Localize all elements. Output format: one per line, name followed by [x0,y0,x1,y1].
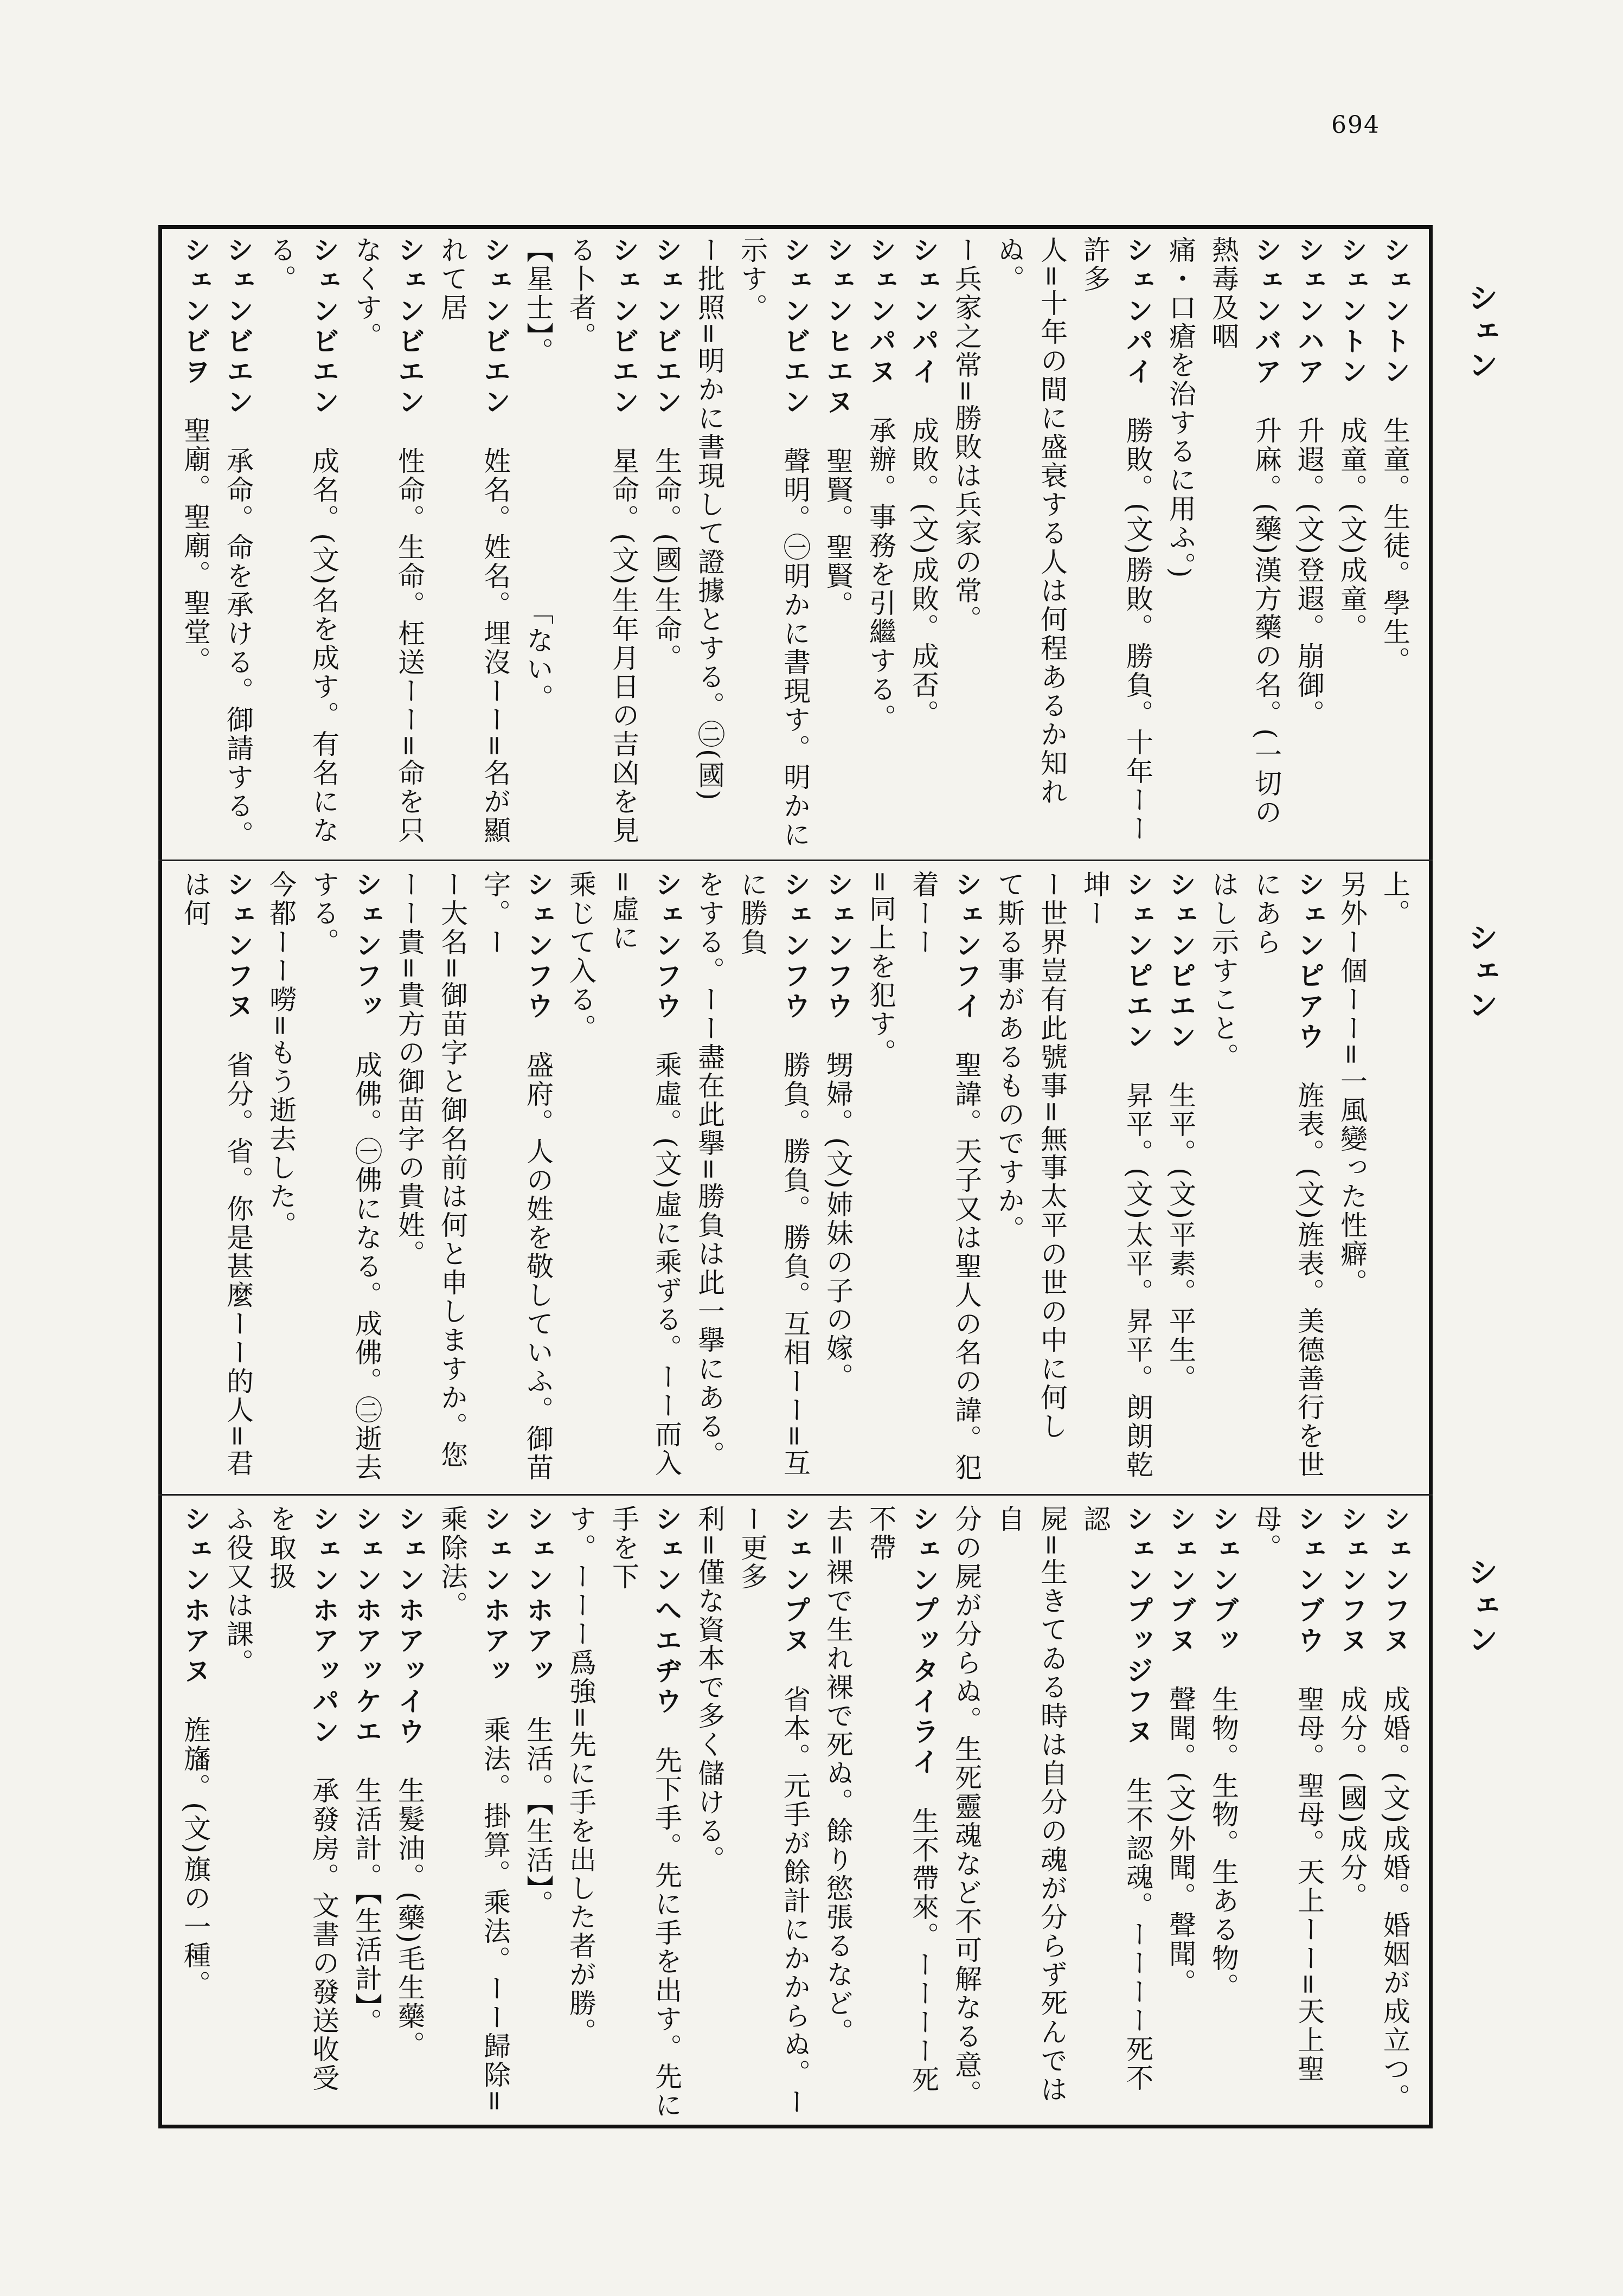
dictionary-entry [1244,870,1330,1486]
dictionary-entry [1330,236,1373,851]
dictionary-entry [987,236,1073,851]
dictionary-entry [902,236,945,851]
dictionary-entry [688,870,730,1486]
entry-definition: 旌表。(文)旌表。美德善行を世にあら [1250,870,1325,1480]
entry-definition: 成名。(文)名を成す。有名になる。 [265,236,339,845]
entry-headword: シェンフイ [951,870,982,1022]
dictionary-entry [1202,1505,1244,2120]
dictionary-entry [1330,1505,1373,2120]
entry-definition: ー批照=明かに書現して證據とする。㊁(國) [694,236,725,802]
entry-definition: 去=裸で生れ裸で死ぬ。餘り慾張るなど。 [822,1505,854,2047]
entry-headword: シェンホアッ [479,1505,511,1687]
entry-headword: シェンビエン [222,236,254,418]
dictionary-entry [816,870,859,1486]
entry-headword: シェントン [1336,236,1368,388]
dictionary-entry [388,1505,431,2120]
dictionary-entry [559,236,645,851]
dictionary-entry [859,870,902,1486]
dictionary-entry [345,236,431,851]
entry-headword: シェンホアッパン [308,1505,339,1748]
dictionary-entry [730,236,816,851]
entry-definition: 乘虛。(文)虛に乘ずる。ーー而入=虛に [608,870,682,1478]
dictionary-entry [1159,870,1202,1486]
entry-headword: シェンビエン [308,236,339,418]
entry-definition: 星命。(文)生年月日の吉凶を見る卜者。 [565,236,639,845]
entry-definition: す。ーーー爲強=先に手を出した者が勝。 [565,1505,596,2047]
entry-definition: 省分。省。你是甚麼ーー的人=君は何 [179,870,254,1478]
entry-definition: 省本。元手が餘計にかからぬ。ーー更多 [736,1505,811,2117]
dictionary-entry [559,870,602,1486]
entry-definition: 成童。(文)成童。 [1336,416,1368,643]
entry-headword: シェンビエン [479,236,511,418]
dictionary-entry [602,1505,688,2120]
dictionary-entry [602,870,688,1486]
entry-definition: 先下手。先に手を出す。先に手を下 [608,1505,682,2120]
running-head: シェン [1463,1556,1498,1657]
dictionary-entry [730,870,816,1486]
dictionary-entry [816,1505,859,2120]
entry-headword: シェンビエン [651,236,682,418]
entry-definition: 生不帶來。ーーーー死不帶 [865,1505,939,2094]
entry-list [174,1505,1415,2120]
entry-definition: 聲聞。(文)外聞。聲聞。 [1165,1685,1196,1998]
dictionary-entry [816,236,859,851]
entry-definition: 【星士】。 「ない。 [522,236,554,713]
entry-definition: ふ役又は課。 [222,1505,254,1677]
entry-definition: 成分。(國)成分。 [1336,1685,1368,1912]
entry-headword: シェンプッタイライ [908,1505,939,1778]
entry-headword: シェンプヌ [779,1505,811,1657]
entry-headword: シェンバア [1250,236,1282,388]
dictionary-entry [1030,870,1073,1486]
entry-definition: 分の屍が分らぬ。生死靈魂など不可解なる意。 [951,1505,982,2108]
entry-definition: ー兵家之常=勝敗は兵家の常。 [951,236,982,634]
dictionary-entry [1202,236,1287,851]
entry-definition: 今都ーー嘮=もう逝去した。 [265,870,297,1240]
dictionary-entry [345,1505,388,2120]
entry-definition: 承辦。事務を引繼する。 [865,416,896,733]
entry-headword: シェンプッジフヌ [1122,1505,1153,1748]
dictionary-entry [1373,870,1415,1486]
entry-definition: 升麻。(藥)漢方藥の名。(一切の熱毒及咽 [1208,236,1282,827]
entry-definition: =同上を犯す。 [865,870,896,1067]
dictionary-entry [216,1505,259,2120]
entry-headword: シェンビエン [779,236,811,418]
section-divider [158,860,1433,861]
entry-definition: 人=十年の間に盛衰する人は何程あるか知れぬ。 [993,236,1068,806]
entry-headword: シェントン [1379,236,1410,388]
entry-definition: 聖廟。聖廟。聖堂。 [179,416,211,675]
dictionary-entry [1373,1505,1415,2120]
dictionary-entry [259,236,345,851]
entry-headword: シェンヒエヌ [822,236,854,418]
entry-headword: シェンホアッイウ [394,1505,425,1748]
dictionary-band-3 [174,1505,1415,2120]
entry-headword: シェンビエン [608,236,639,418]
dictionary-entry [431,1505,516,2120]
entry-definition: ー世界豈有此號事=無事太平の世の中に何し [1036,870,1068,1441]
dictionary-entry [431,870,473,1486]
entry-headword: シェンフウ [779,870,811,1022]
entry-definition: 生不認魂。ーーーー死不認 [1079,1505,1153,2093]
entry-definition: 承發房。文書の發送收受を取扱 [265,1505,339,2093]
dictionary-band-1 [174,236,1415,851]
entry-definition: 上。 [1379,870,1410,928]
dictionary-entry [945,236,987,851]
dictionary-entry [1073,236,1159,851]
entry-definition: 乘じて入る。 [565,870,596,1043]
dictionary-entry [302,870,388,1486]
entry-definition: 生髮油。(藥)毛生藥。 [394,1776,425,2060]
dictionary-entry [431,236,516,851]
dictionary-entry [174,236,216,851]
entry-headword: シェンホアッ [522,1505,554,1687]
entry-definition: 屍=生きてゐる時は自分の魂が分らず死んでは自 [993,1505,1068,2104]
entry-headword: シェンハア [1293,236,1325,388]
entry-definition: 另外ー個ーー=一風變った性癖。 [1336,870,1368,1297]
entry-definition: 盛府。人の姓を敬していふ。御苗字。ー [479,870,554,1482]
running-head: シェン [1463,922,1498,1023]
entry-definition: 甥婦。(文)姉妹の子の嫁。 [822,1051,854,1392]
dictionary-entry [1287,236,1330,851]
dictionary-entry [559,1505,602,2120]
dictionary-entry [688,1505,730,2120]
entry-headword: シェンブッ [1208,1505,1239,1657]
entry-headword: シェンフウ [522,870,554,1022]
dictionary-entry [1159,1505,1202,2120]
entry-headword: シェンパヌ [865,236,896,388]
entry-definition: 性命。生命。枉送ーー=命を只なくす。 [351,236,425,845]
entry-definition: 生命。(國)生命。 [651,447,682,673]
entry-definition: 乘法。掛算。乘法。ーー歸除=乘除法。 [437,1505,511,2114]
page-number: 694 [1331,111,1380,139]
entry-definition: 痛・口瘡を治するに用ふ。) [1165,236,1196,580]
dictionary-entry [259,1505,345,2120]
dictionary-entry [902,870,987,1486]
entry-definition: 姓名。姓名。埋沒ーー=名が顯れて居 [437,236,511,845]
entry-headword: シェンホアッケエ [351,1505,382,1748]
entry-definition: 成婚。(文)成婚。婚姻が成立つ。 [1379,1685,1410,2113]
entry-headword: シェンピエン [1122,870,1153,1053]
entry-headword: シェンフヌ [222,870,254,1022]
entry-definition: 勝負。勝負。勝負。互相ーー=互に勝負 [736,870,811,1478]
entry-headword: シェンパイ [908,236,939,388]
dictionary-entry [859,236,902,851]
entry-headword: シェンフッ [351,870,382,1022]
entry-headword: シェンピアウ [1293,870,1325,1053]
entry-headword: シェンブヌ [1165,1505,1196,1657]
entry-definition: 成敗。(文)成敗。成否。 [908,416,939,729]
entry-definition: 利=僅な資本で多く儲ける。 [694,1505,725,1874]
entry-definition: 聖諱。天子又は聖人の名の諱。犯着ーー [908,870,982,1482]
entry-headword: シェンフウ [651,870,682,1022]
entry-definition: 生活計。【生活計】。 [351,1776,382,2037]
dictionary-entry [1073,870,1159,1486]
entry-definition: 昇平。(文)太平。昇平。朗朗乾坤ー [1079,870,1153,1480]
dictionary-entry [216,236,259,851]
entry-definition: 勝敗。(文)勝敗。勝負。十年ーー許多 [1079,236,1153,844]
dictionary-entry [987,1505,1073,2120]
dictionary-entry [174,1505,216,2120]
entry-definition: 聲明。㊀明かに書現す。明かに示す。 [736,236,811,849]
entry-headword: シェンフヌ [1336,1505,1368,1657]
running-head: シェン [1463,282,1498,383]
dictionary-entry [473,870,559,1486]
dictionary-entry [1159,236,1202,851]
entry-definition: をする。ーー盡在此擧=勝負は此一擧にある。 [694,870,725,1470]
dictionary-entry [516,1505,559,2120]
dictionary-entry [1373,236,1415,851]
dictionary-entry [1244,1505,1330,2120]
dictionary-entry [1073,1505,1159,2120]
entry-headword: シェンパイ [1122,236,1153,388]
section-divider [158,1494,1433,1496]
dictionary-entry [1330,870,1373,1486]
dictionary-entry [1202,870,1244,1486]
dictionary-entry [388,870,431,1486]
entry-definition: ーー貴=貴方の御苗字の貴姓。 [394,870,425,1268]
dictionary-entry [259,870,302,1486]
dictionary-entry [688,236,730,851]
entry-headword: シェンビエン [394,236,425,418]
entry-definition: はし示すこと。 [1208,870,1239,1072]
entry-definition: 聖賢。聖賢。 [822,447,854,619]
entry-definition: ー大名=御苗字と御名前は何と申しますか。您 [437,870,468,1470]
dictionary-entry [516,236,559,851]
entry-definition: 升遐。(文)登遐。崩御。 [1293,416,1325,729]
dictionary-entry [645,236,688,851]
entry-definition: 聖母。聖母。天上ーー=天上聖母。 [1250,1505,1325,2083]
entry-headword: シェンへエヂウ [651,1505,682,1717]
entry-headword: シェンフヌ [1379,1505,1410,1657]
entry-list [174,870,1415,1486]
entry-definition: て斯る事があるものですか。 [993,870,1025,1244]
entry-definition: 成佛。㊀佛になる。成佛。㊁逝去する。 [308,870,382,1482]
entry-headword: シェンビヲ [179,236,211,388]
entry-definition: 生平。(文)平素。平生。 [1165,1081,1196,1394]
entry-definition: 旌旛。(文)旗の一種。 [179,1716,211,1999]
dictionary-entry [859,1505,945,2120]
entry-definition: 承命。命を承ける。御請する。 [222,447,254,849]
entry-list [174,236,1415,851]
entry-headword: シェンホアヌ [179,1505,211,1687]
dictionary-entry [987,870,1030,1486]
dictionary-entry [730,1505,816,2120]
entry-definition: 生活。【生活】。 [522,1716,554,1919]
dictionary-entry [174,870,259,1486]
entry-headword: シェンフウ [822,870,854,1022]
dictionary-band-2 [174,870,1415,1486]
entry-definition: 生童。生徒。學生。 [1379,416,1410,675]
entry-headword: シェンピエン [1165,870,1196,1053]
entry-headword: シェンブウ [1293,1505,1325,1657]
entry-definition: 生物。生物。生ある物。 [1208,1685,1239,2002]
dictionary-entry [945,1505,987,2120]
